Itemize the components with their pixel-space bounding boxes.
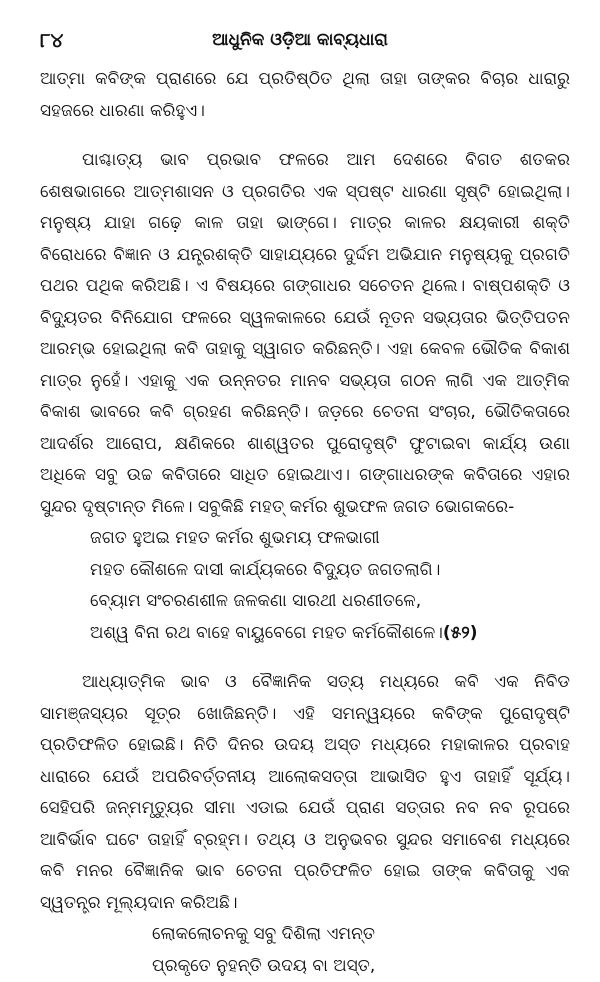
page-header [40,28,560,58]
paragraph: ଆତ୍ମା କବିଙ୍କ ପ୍ରାଣରେ ଯେ ପ୍ରତିଷ୍ଠିତ ଥିଲା ତାହା ତାଙ୍କର ବିଚାର ଧାରାରୁ ସହଜରେ ଧାରଣା କରିହୁଏ। [40,64,570,127]
verse-line: ଜଗତ ହୁଅଇ ମହତ କର୍ମର ଶୁଭମୟ ଫଳଭାଗୀ [90,523,570,555]
verse-line [90,618,570,650]
verse-line-text: ଅଶ୍ୱ ବିନା ରଥ ବାହେ ବାୟୁବେଗେ ମହତ କର୍ମକୌଶଳେ। [90,623,443,643]
body-text [40,64,570,982]
verse-line: ପ୍ରକୃତେ ନୁହନ୍ତି ଉଦୟ ବା ଅସ୍ତ, [152,951,570,982]
page-number: ୮୪ [40,28,63,52]
verse-line: ଲୋକଲୋଚନକୁ ସବୁ ଦିଶିଲା ଏମନ୍ତ [152,919,570,951]
footnote-reference: (୫୨) [443,623,478,643]
verse-quote [40,523,570,649]
running-title: ଆଧୁନିକ ଓଡ଼ିଆ କାବ୍ୟଧାରା [40,30,560,50]
paragraph: ଆଧ୍ୟାତ୍ମିକ ଭାବ ଓ ବୈଜ୍ଞାନିକ ସତ୍ୟ ମଧ୍ୟରେ କବି ଏକ ନିବିଡ ସାମଞ୍ଜସ୍ୟର ସୂତ୍ର ଖୋଜିଛନ୍ତି। ଏହି ସମନ୍ୱୟରେ କବିଙ୍କ ପୁରୋଦୃଷ୍ଟି ପ୍ରତିଫଳିତ ହୋଇଛି। ନିତି ଦିନର ଉଦୟ ଅସ୍ତ ମଧ୍ୟରେ ମହାକାଳର ପ୍ରବାହ ଧାରାରେ ଯେଉଁ ଅପରିବର୍ତ୍ତନୀୟ ଆଲୋକସତ୍ତା ଆଭାସିତ ହୁଏ ତାହାହିଁ ସୂର୍ଯ୍ୟ। ସେହିପରି ଜନ୍ମମୃତ୍ୟୁର ସୀମା ଏଡାଇ ଯେଉଁ ପ୍ରାଣ ସତ୍ତାର ନବ ନବ ରୂପରେ ଆବିର୍ଭାବ ଘଟେ ତାହାହିଁ ବ୍ରହ୍ମ। ତଥ୍ୟ ଓ ଅନୁଭବର ସୁନ୍ଦର ସମାବେଶ ମଧ୍ୟରେ କବି ମନର ବୈଜ୍ଞାନିକ ଭାବ ଚେତନା ପ୍ରତିଫଳିତ ହୋଇ ତାଙ୍କ କବିତାକୁ ଏକ ସ୍ୱତନ୍ତ୍ର ମୂଲ୍ୟଦାନ କରିଅଛି। [40,667,570,919]
verse-quote [40,919,570,982]
verse-line: ମହତ କୌଶଳେ ଦାସୀ କାର୍ଯ୍ୟକରେ ବିଦ୍ୟୁତ ଜଗତଲାଗି। [90,555,570,587]
verse-line: ବ୍ୟୋମ ସଂଚରଣଶୀଳ ଜଳକଣା ସାରଥୀ ଧରଣୀତଳେ, [90,586,570,618]
paragraph: ପାଶ୍ଚାତ୍ୟ ଭାବ ପ୍ରଭାବ ଫଳରେ ଆମ ଦେଶରେ ବିଗତ ଶତକର ଶେଷଭାଗରେ ଆତ୍ମଶାସନ ଓ ପ୍ରଗତିର ଏକ ସ୍ପଷ୍ଟ ଧାରଣା ସୃଷ୍ଟି ହୋଇଥିଲା। ମନୁଷ୍ୟ ଯାହା ଗଢ଼େ କାଳ ତାହା ଭାଙ୍ଗେ। ମାତ୍ର କାଳର କ୍ଷୟକାରୀ ଶକ୍ତି ବିରୋଧରେ ବିଜ୍ଞାନ ଓ ଯନ୍ତ୍ରଶକ୍ତି ସାହାଯ୍ୟରେ ଦୁର୍ଦ୍ଦମ ଅଭିଯାନ ମନୁଷ୍ୟକୁ ପ୍ରଗତି ପଥର ପଥିକ କରିଅଛି। ଏ ବିଷୟରେ ଗଙ୍ଗାଧର ସଚେତନ ଥିଲେ। ବାଷ୍ପଶକ୍ତି ଓ ବିଦ୍ୟୁତର ବିନିଯୋଗ ଫଳରେ ସ୍ୱଳକାଳରେ ଯେଉଁ ନୂତନ ସଭ୍ୟତାର ଭିତ୍ତିପତନ ଆରମ୍ଭ ହୋଇଥିଲା କବି ତାହାକୁ ସ୍ୱାଗତ କରିଛନ୍ତି। ଏହା କେବଳ ଭୌତିକ ବିକାଶ ମାତ୍ର ନୁହେଁ। ଏହାକୁ ଏକ ଉନ୍ନତର ମାନବ ସଭ୍ୟତା ଗଠନ ଲାଗି ଏକ ଆତ୍ମିକ ବିକାଶ ଭାବରେ କବି ଗ୍ରହଣ କରିଛନ୍ତି। ଜଡ଼ରେ ଚେତନା ସଂଚାର, ଭୌତିକତାରେ ଆଦର୍ଶର ଆରୋପ, କ୍ଷଣିକରେ ଶାଶ୍ୱତର ପୁରୋଦୃଷ୍ଟି ଫୁଟାଇବା କାର୍ଯ୍ୟ ଉଣା ଅଧିକେ ସବୁ ଉଚ୍ଚ କବିତାରେ ସାଧିତ ହୋଇଥାଏ। ଗଙ୍ଗାଧରଙ୍କ କବିତାରେ ଏହାର ସୁନ୍ଦର ଦୃଷ୍ଟାନ୍ତ ମିଳେ। ସବୁକିଛି ମହତ୍ କର୍ମର ଶୁଭଫଳ ଜଗତ ଭୋଗକରେ- [40,145,570,523]
